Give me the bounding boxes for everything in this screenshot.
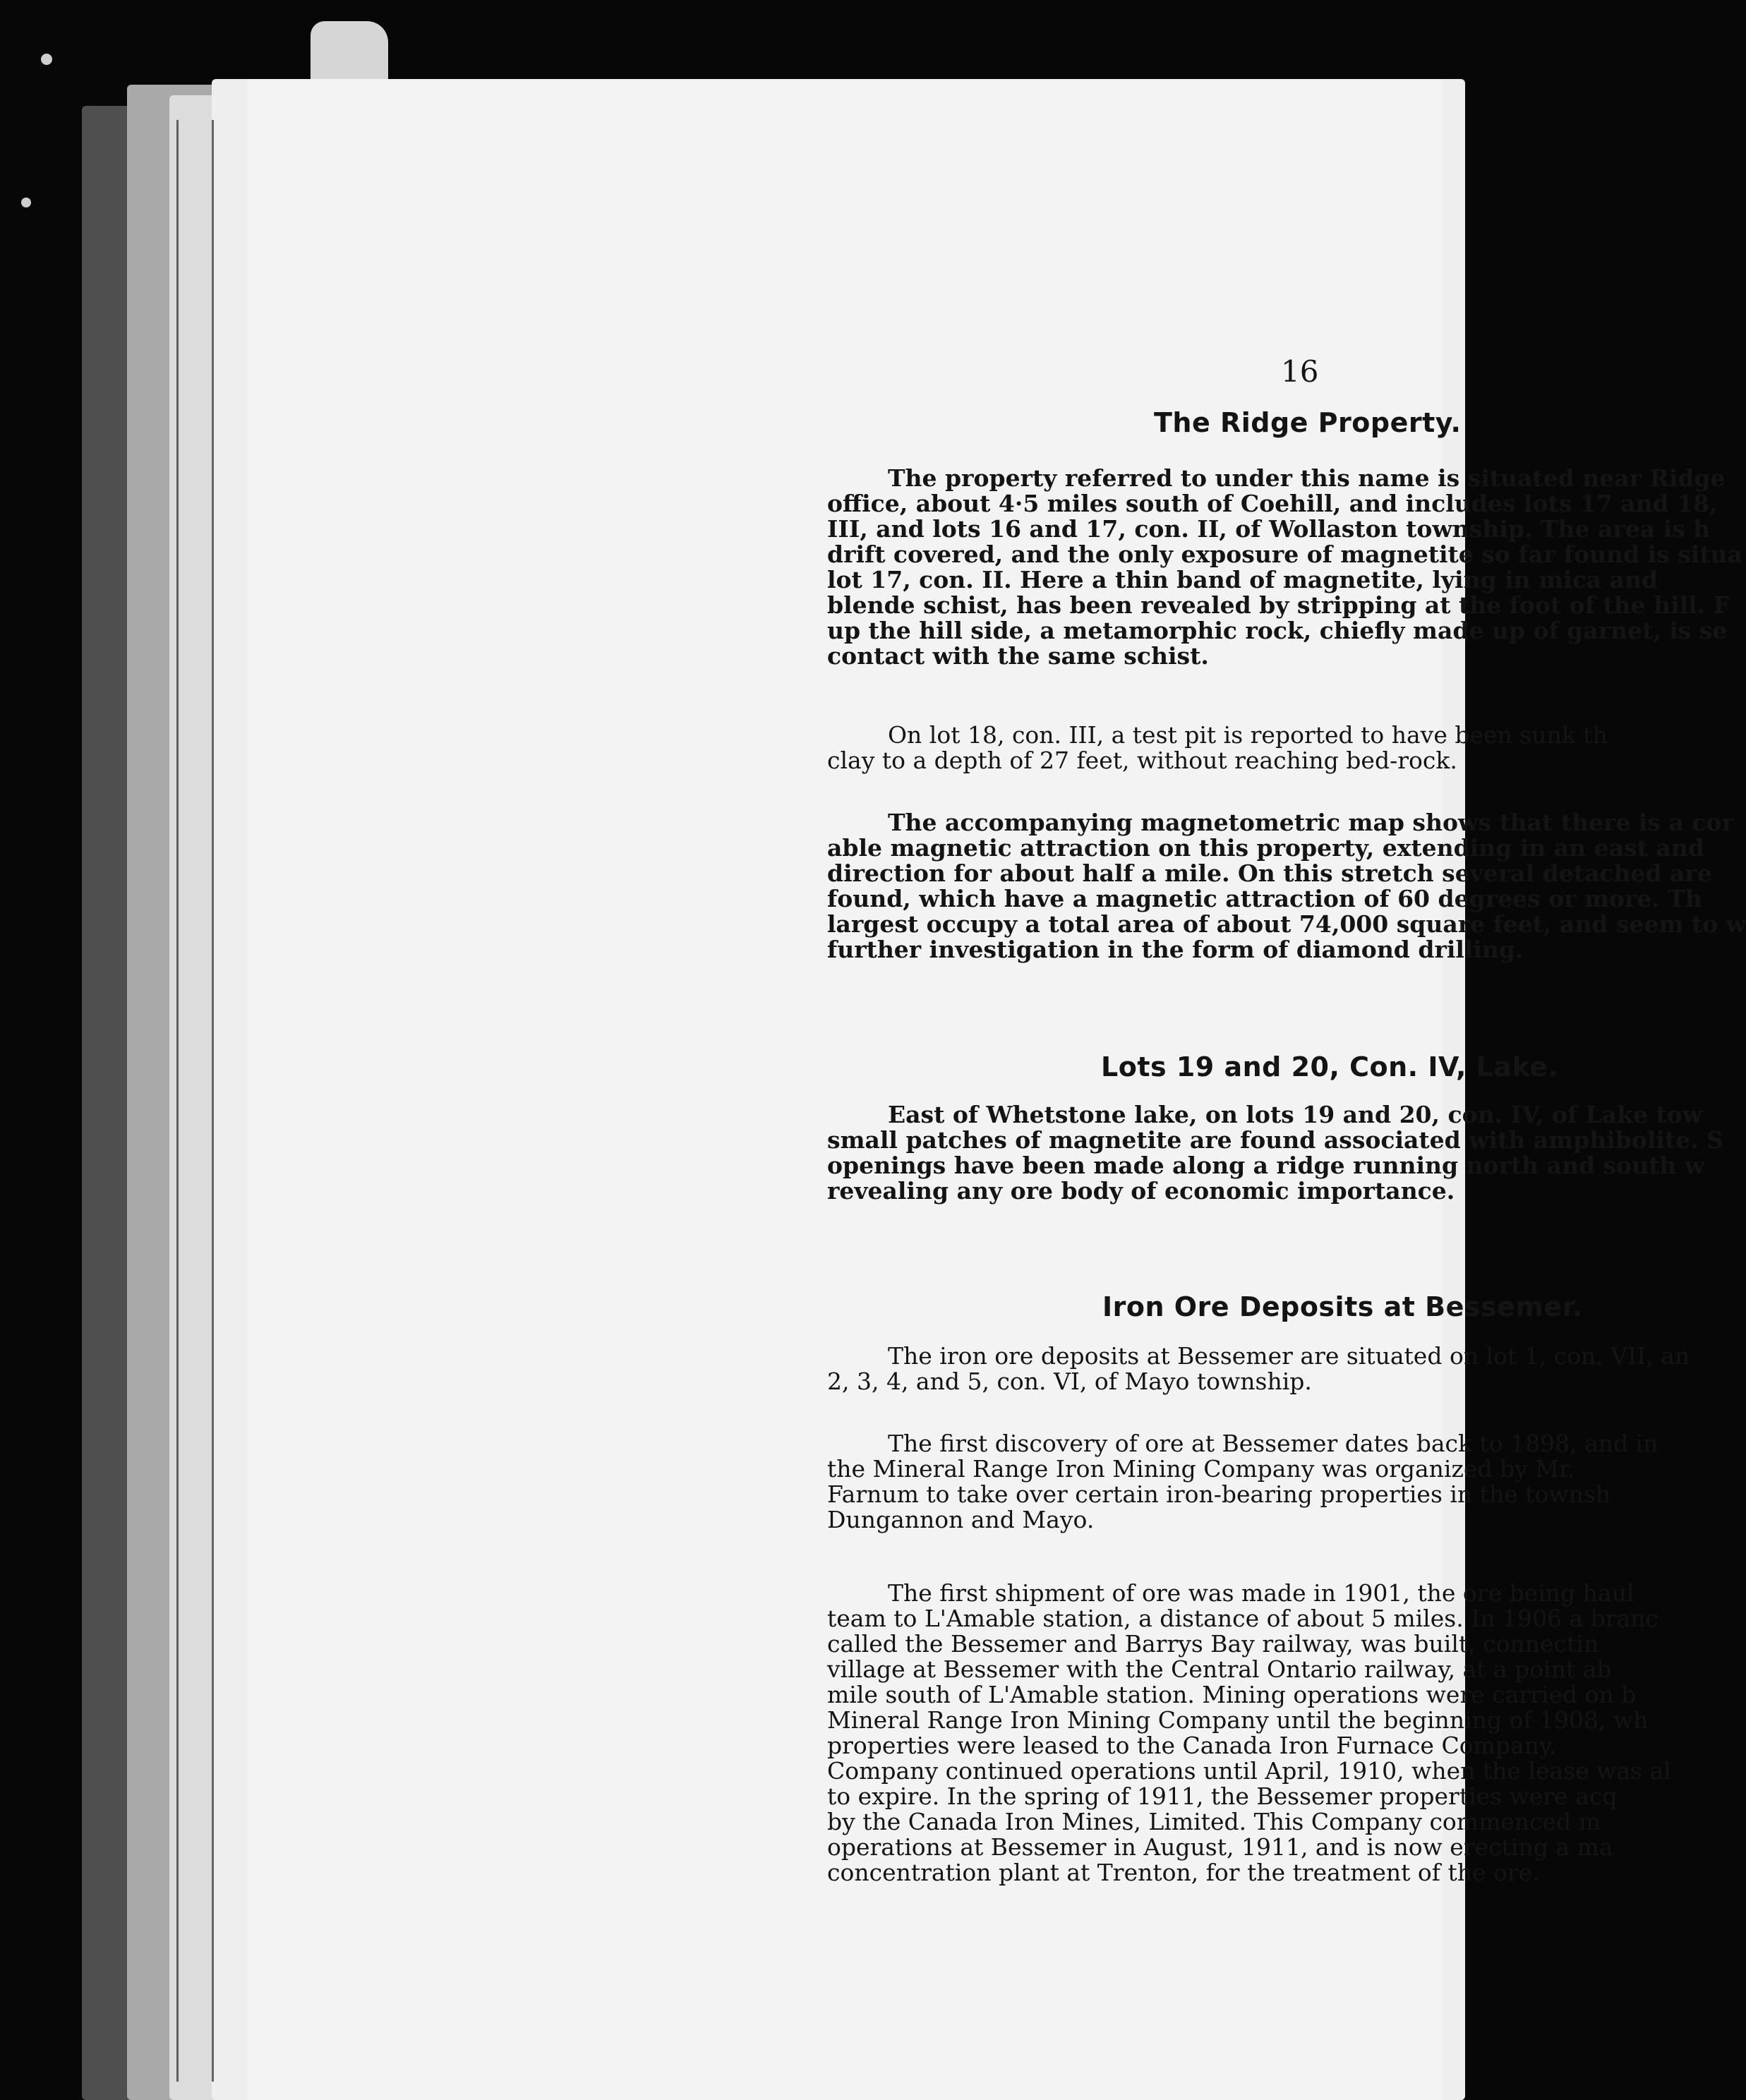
text-line: further investigation in the form of diamond drilling. bbox=[827, 936, 1524, 963]
text-line: called the Bessemer and Barrys Bay railway, was built, connectin bbox=[827, 1630, 1599, 1658]
paragraph bbox=[827, 1581, 1671, 1885]
text-line: direction for about half a mile. On this stretch several detached are bbox=[827, 859, 1712, 887]
document-page bbox=[247, 79, 1746, 2100]
text-line: team to L'Amable station, a distance of about 5 miles. In 1906 a branc bbox=[827, 1605, 1658, 1632]
text-line: able magnetic attraction on this property, extending in an east and bbox=[827, 834, 1704, 862]
paragraph bbox=[827, 1431, 1658, 1533]
text-line: village at Bessemer with the Central Ontario railway, at a point ab bbox=[827, 1655, 1612, 1683]
section-heading: Lots 19 and 20, Con. IV, Lake. bbox=[1101, 1051, 1559, 1082]
speck bbox=[41, 54, 52, 65]
text-line: office, about 4·5 miles south of Coehill, and includes lots 17 and 18, bbox=[827, 490, 1718, 517]
page-edge-line bbox=[176, 120, 179, 2082]
text-line: The accompanying magnetometric map shows that there is a cor bbox=[888, 809, 1734, 836]
text-line: Company continued operations until April, 1910, when the lease was al bbox=[827, 1757, 1671, 1785]
page-edge-line bbox=[212, 120, 214, 2082]
text-line: small patches of magnetite are found associated with amphibolite. S bbox=[827, 1126, 1724, 1154]
text-line: the Mineral Range Iron Mining Company was organized by Mr. bbox=[827, 1455, 1575, 1483]
text-line: revealing any ore body of economic importance. bbox=[827, 1177, 1455, 1205]
text-line: Mineral Range Iron Mining Company until the beginning of 1908, wh bbox=[827, 1706, 1649, 1734]
text-line: Farnum to take over certain iron-bearing properties in the townsh bbox=[827, 1480, 1611, 1508]
text-line: operations at Bessemer in August, 1911, and is now erecting a ma bbox=[827, 1833, 1613, 1861]
text-line: drift covered, and the only exposure of magnetite so far found is situa bbox=[827, 541, 1742, 568]
text-line: The property referred to under this name is situated near Ridge bbox=[888, 464, 1726, 492]
paragraph bbox=[827, 1102, 1723, 1204]
text-line: On lot 18, con. III, a test pit is reported to have been sunk th bbox=[888, 721, 1608, 749]
text-line: 2, 3, 4, and 5, con. VI, of Mayo township. bbox=[827, 1368, 1312, 1395]
text-line: lot 17, con. II. Here a thin band of magnetite, lying in mica and bbox=[827, 566, 1658, 593]
text-line: up the hill side, a metamorphic rock, chiefly made up of garnet, is se bbox=[827, 617, 1728, 644]
paragraph bbox=[827, 1344, 1690, 1394]
text-line: contact with the same schist. bbox=[827, 642, 1209, 670]
text-line: East of Whetstone lake, on lots 19 and 20, con. IV, of Lake tow bbox=[888, 1101, 1703, 1128]
text-line: The first shipment of ore was made in 1901, the ore being haul bbox=[888, 1579, 1634, 1607]
text-line: mile south of L'Amable station. Mining operations were carried on b bbox=[827, 1681, 1637, 1708]
section-heading: Iron Ore Deposits at Bessemer. bbox=[1102, 1291, 1583, 1322]
text-line: III, and lots 16 and 17, con. II, of Wollaston township. The area is h bbox=[827, 515, 1711, 543]
text-line: clay to a depth of 27 feet, without reaching bed-rock. bbox=[827, 747, 1457, 774]
paragraph bbox=[827, 723, 1608, 773]
text-line: concentration plant at Trenton, for the treatment of the ore. bbox=[827, 1859, 1540, 1886]
section-heading: The Ridge Property. bbox=[1154, 407, 1462, 438]
text-line: The first discovery of ore at Bessemer dates back to 1898, and in bbox=[888, 1430, 1658, 1457]
text-line: largest occupy a total area of about 74,000 square feet, and seem to w bbox=[827, 910, 1746, 938]
speck bbox=[21, 198, 31, 207]
page-number: 16 bbox=[1281, 354, 1319, 389]
text-line: found, which have a magnetic attraction of 60 degrees or more. Th bbox=[827, 885, 1702, 912]
paragraph bbox=[827, 466, 1742, 669]
text-line: to expire. In the spring of 1911, the Bessemer properties were acq bbox=[827, 1782, 1618, 1810]
text-line: Dungannon and Mayo. bbox=[827, 1506, 1095, 1533]
text-line: openings have been made along a ridge running north and south w bbox=[827, 1152, 1705, 1179]
text-line: blende schist, has been revealed by stripping at the foot of the hill. F bbox=[827, 591, 1730, 619]
text-line: The iron ore deposits at Bessemer are situated on lot 1, con. VII, an bbox=[888, 1342, 1690, 1370]
text-line: by the Canada Iron Mines, Limited. This Company commenced m bbox=[827, 1808, 1601, 1835]
text-line: properties were leased to the Canada Iron Furnace Company. bbox=[827, 1732, 1557, 1759]
paragraph bbox=[827, 810, 1746, 962]
